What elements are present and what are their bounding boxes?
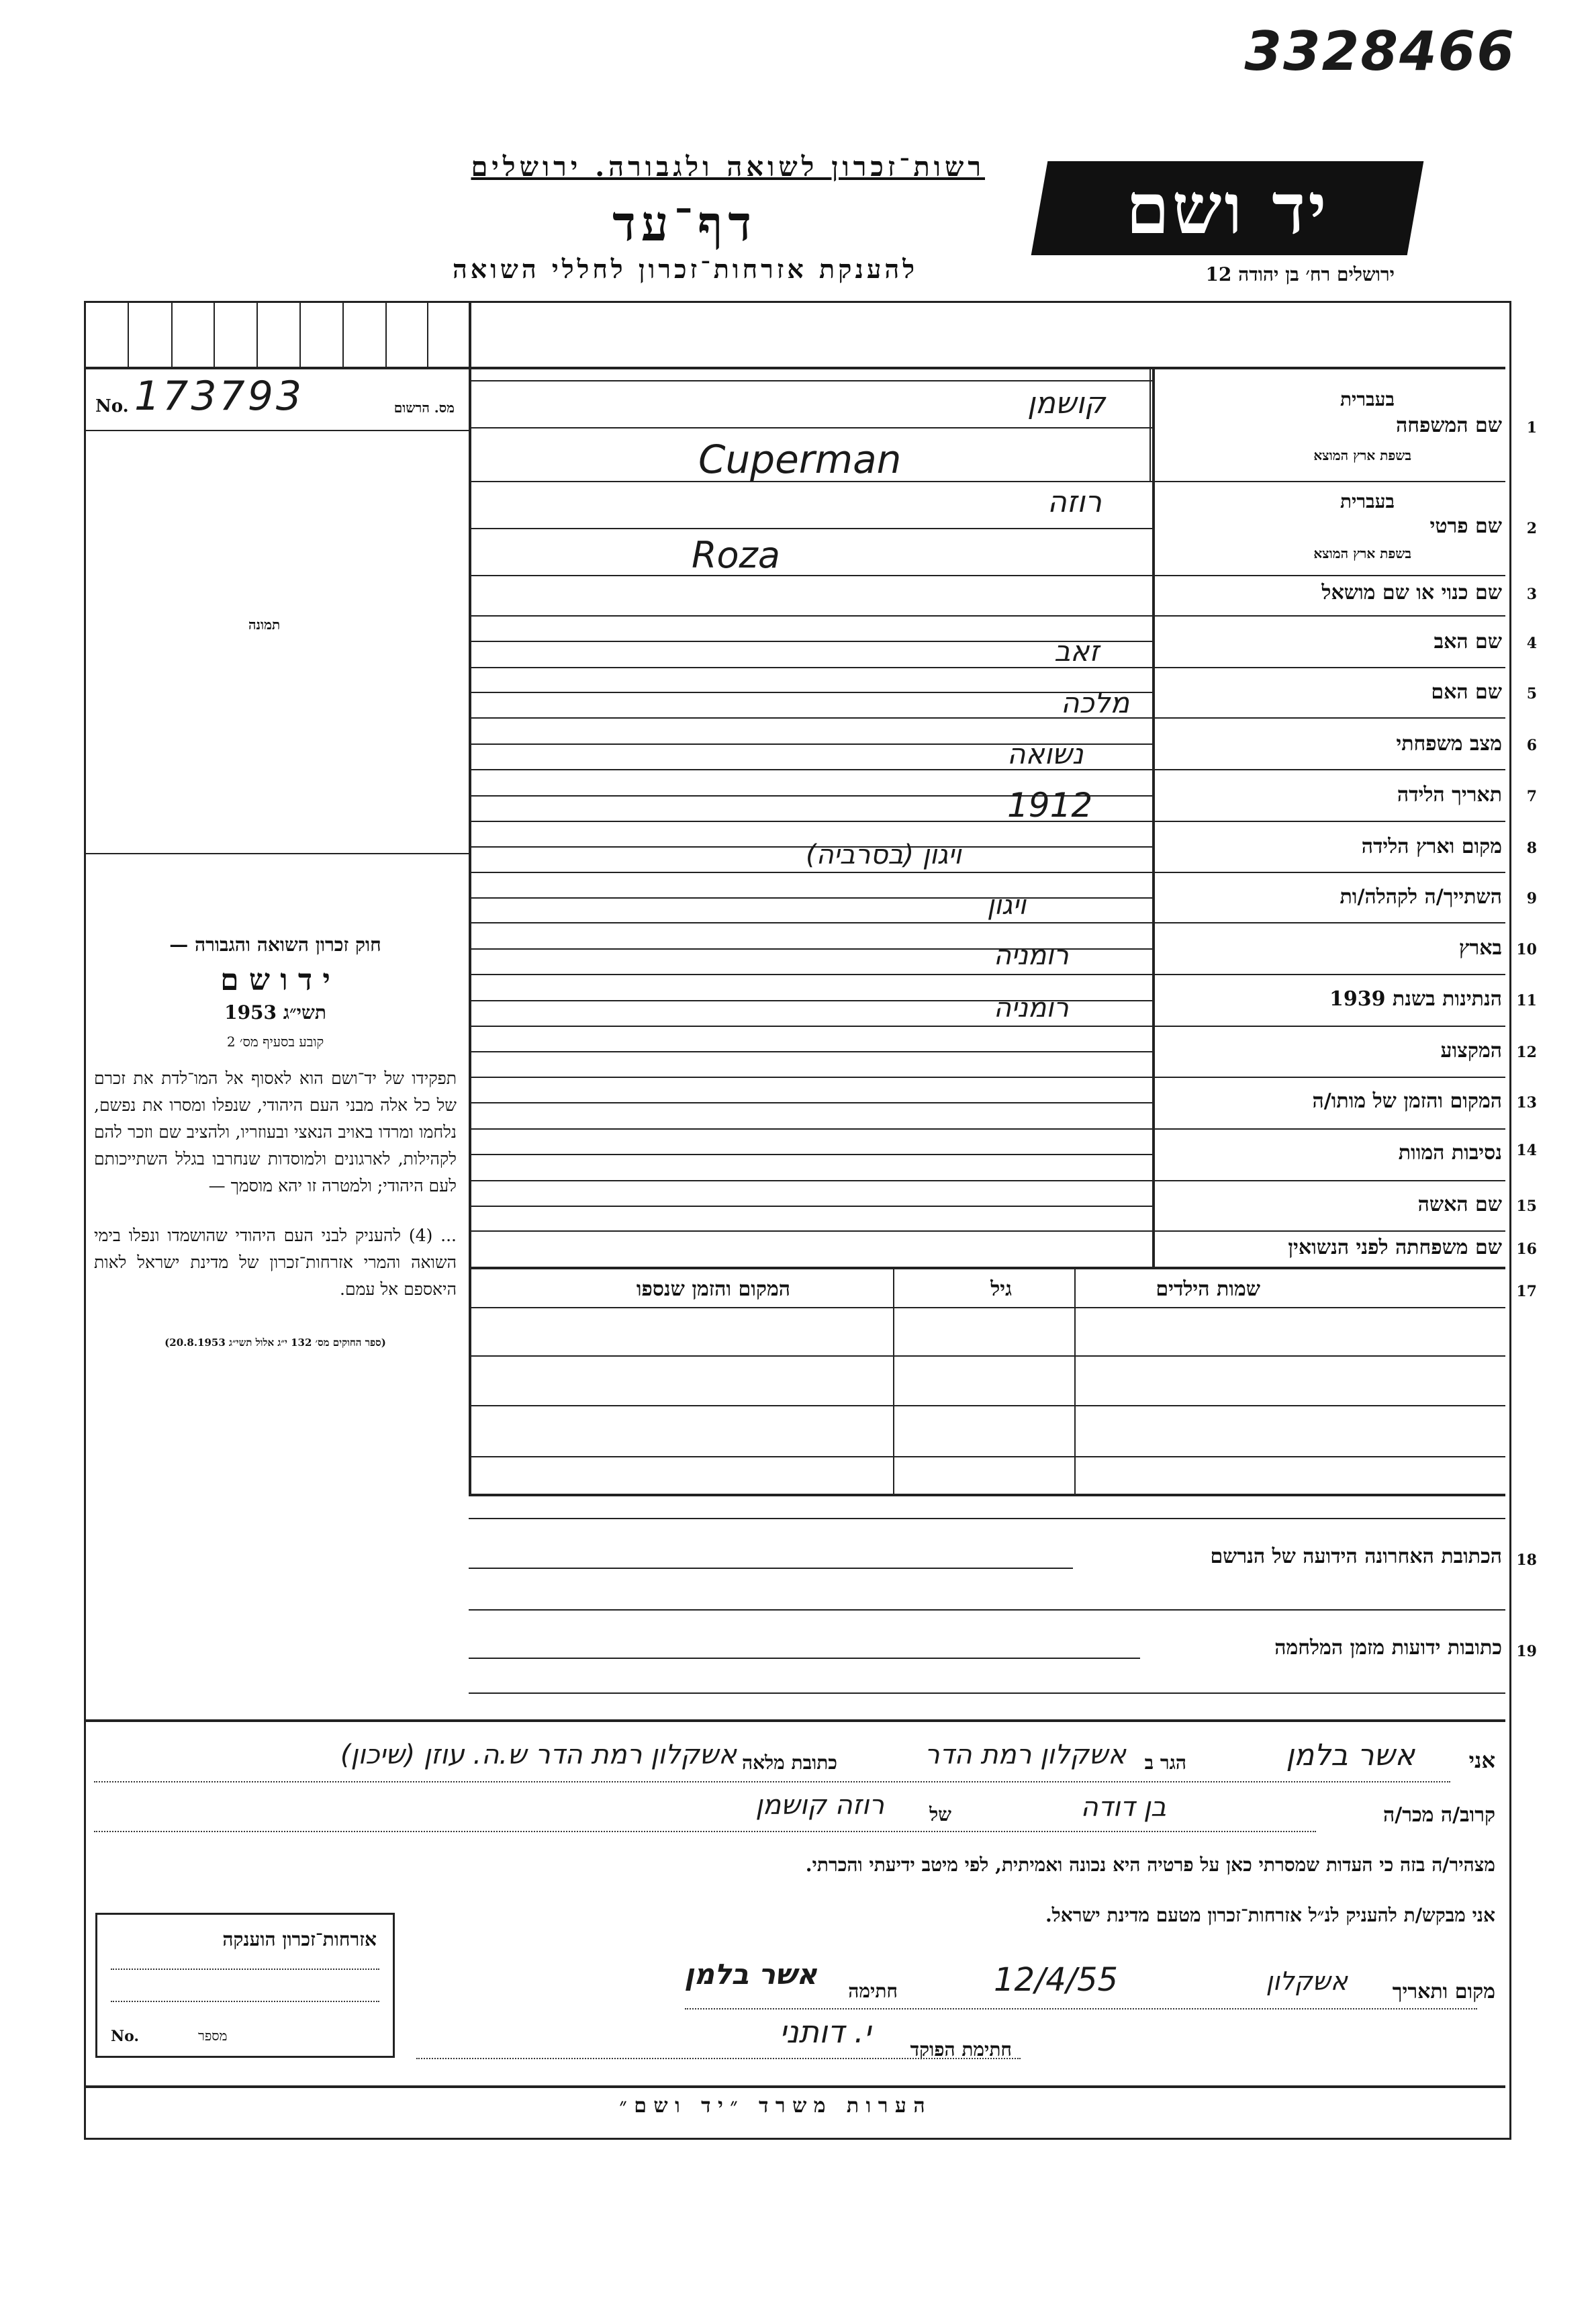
field-10-value: רומניה <box>994 940 1069 971</box>
field-1-label: שם המשפחה <box>1395 414 1502 437</box>
law-text <box>94 934 457 1349</box>
header-address: ירושלים רח׳ בן יהודה 12 <box>1205 263 1395 285</box>
field-9-value: ויגון <box>987 890 1027 921</box>
field-1-num: 1 <box>1526 419 1537 437</box>
field-9-num: 9 <box>1526 890 1537 907</box>
decl-resides-label: הגר ב <box>1144 1752 1186 1774</box>
decl-signature-label: חתימה <box>848 1980 898 2002</box>
header-subtitle: להענקת אזרחות־זכרון לחללי השואה <box>452 254 918 284</box>
decl-full-address-value: אשקלון רמת הדר ש.ה. עוזן (שיכון) <box>340 1739 737 1770</box>
children-col-names: שמות הילדים <box>1156 1277 1260 1301</box>
law-title: חוק זכרון השואה והגבורה — <box>169 934 381 956</box>
certificate-number-label: מספר <box>198 2028 228 2044</box>
field-10-num: 10 <box>1516 941 1537 958</box>
header-authority: רשות־זכרון לשואה ולגבורה. ירושלים <box>471 151 985 183</box>
field-7-num: 7 <box>1526 788 1537 805</box>
field-11-value: רומניה <box>994 993 1069 1024</box>
decl-i-value: אשר בלמן <box>1286 1738 1415 1772</box>
field-8-label: מקום וארץ הלידה <box>1361 835 1502 858</box>
decl-officer-label: חתימת הפוקד <box>910 2038 1012 2061</box>
field-14-num: 14 <box>1516 1142 1537 1159</box>
decl-place-date-label: מקום ותאריך <box>1392 1980 1495 2003</box>
field-4-value: זאב <box>1054 635 1099 668</box>
decl-officer-value: י. דותני <box>779 2014 871 2050</box>
field-11-num: 11 <box>1516 992 1537 1009</box>
field-16-label: שם משפחתה לפני הנשואין <box>1288 1236 1502 1259</box>
registration-number: 173793 <box>134 373 305 420</box>
field-18-num: 18 <box>1516 1551 1537 1569</box>
field-1-value-origin: Cuperman <box>698 437 902 482</box>
field-2-label: שם פרטי <box>1429 514 1502 538</box>
law-name: י ד ו ש ם <box>220 963 330 997</box>
field-10-label: בארץ <box>1458 936 1502 960</box>
field-6-label: מצב משפחתי <box>1396 732 1502 756</box>
field-18-label: הכתובת האחרונה הידועה של הנרשם <box>1210 1545 1502 1568</box>
field-2-value-origin: Roza <box>692 534 780 576</box>
field-2-value-he: רוזה <box>1047 485 1102 519</box>
footer-notes: ה ע ר ו ת מ ש ר ד ״ י ד ו ש ם ״ <box>619 2094 925 2118</box>
field-9-label: השתייך/ה לקהלה/ות <box>1340 885 1502 909</box>
field-4-label: שם האב <box>1434 630 1502 653</box>
registration-no-label: No. <box>95 396 129 416</box>
field-16-num: 16 <box>1516 1240 1537 1258</box>
field-13-label: המקום והזמן של מותו/ה <box>1312 1089 1502 1113</box>
field-2-lang-origin: בשפת ארץ המוצא <box>1313 545 1411 561</box>
children-col-age: גיל <box>990 1277 1012 1301</box>
field-1-lang-he: בעברית <box>1340 388 1395 410</box>
field-1-value-he: קושמן <box>1027 386 1106 420</box>
field-2-num: 2 <box>1526 520 1537 537</box>
field-7-label: תאריך הלידה <box>1397 783 1502 807</box>
field-19-num: 19 <box>1516 1643 1537 1660</box>
law-year: תשי״ג 1953 <box>224 1001 326 1024</box>
field-5-label: שם האם <box>1431 680 1502 704</box>
law-section: קובע בסעיף מס׳ 2 <box>226 1034 324 1050</box>
logo-text: יד ושם <box>1125 167 1329 250</box>
field-14-label: נסיבות המוות <box>1398 1141 1502 1165</box>
field-7-value: 1912 <box>1007 786 1093 825</box>
decl-of-value: רוזה קושמן <box>755 1790 884 1821</box>
field-15-num: 15 <box>1516 1197 1537 1215</box>
decl-date-value: 12/4/55 <box>994 1961 1119 1999</box>
field-3-label: שם כנוי או שם מושאל <box>1321 581 1502 604</box>
law-para1: תפקידו של יד־ושם הוא לאסוף אל המו־לדת את זכרם של כל אלה מבני העם היהודי, שנפלו ומסרו את נפשם, נלחמו ומרדו באויב הנאצי ובעוזריו, ולהציב שם וזכר להם לקהילות, לארגונים ולמוסדות שנחרבו בגלל השתייכותם לעם היהודי; ולמטרה זו יהא מוסמך — <box>94 1069 457 1195</box>
decl-resides-value: אשקלון רמת הדר <box>925 1739 1126 1770</box>
decl-signature-value: אשר בלמן <box>684 1958 817 1991</box>
field-5-value: מלכה <box>1061 686 1130 719</box>
field-13-num: 13 <box>1516 1094 1537 1112</box>
decl-i-label: אני <box>1468 1748 1495 1773</box>
field-12-label: המקצוע <box>1440 1039 1502 1063</box>
children-col-place: המקום והזמן שנספו <box>636 1277 790 1301</box>
field-15-label: שם האשה <box>1417 1193 1502 1216</box>
registration-label: מס. הרשום <box>393 400 455 416</box>
yad-vashem-logo <box>1031 161 1424 255</box>
field-6-num: 6 <box>1526 737 1537 754</box>
field-19-label: כתובות ידועות מזמן המלחמה <box>1274 1636 1502 1660</box>
decl-place-value: אשקלון <box>1266 1967 1348 1996</box>
certificate-box <box>95 1913 395 2058</box>
field-8-value: ויגון (בסרביה) <box>806 840 961 870</box>
law-footnote: (ספר החוקים מס׳ 132 י״ג אלול תשי״ג 20.8.1953) <box>165 1337 386 1349</box>
field-11-label: הנתינות בשנת 1939 <box>1329 987 1502 1011</box>
archive-number: 3328466 <box>1244 20 1515 83</box>
field-12-num: 12 <box>1516 1044 1537 1061</box>
decl-full-address-label: כתובת מלאה <box>741 1752 837 1774</box>
law-para2: ... (4) להעניק לבני העם היהודי שהושמדו ונפלו בימי השואה והמרי אזרחות־זכרון של מדינת ישראל לאות היאספם אל עמם. <box>94 1226 457 1299</box>
decl-relative-value: בן דודה <box>1080 1792 1166 1823</box>
certificate-title: אזרחות־זכרון הוענקה <box>222 1928 377 1950</box>
decl-statement-2: אני מבקש/ת להעניק לנ״ל אזרחות־זכרון מטעם מדינת ישראל. <box>1045 1904 1495 1926</box>
field-2-lang-he: בעברית <box>1340 490 1395 512</box>
field-3-num: 3 <box>1526 586 1537 603</box>
page-title: דף־עד <box>612 195 757 252</box>
field-5-num: 5 <box>1526 685 1537 703</box>
decl-statement-1: מצהיר/ה בזה כי העדות שמסרתי כאן על פרטיה היא נכונה ואמיתית, לפי מיטב ידיעתי והכרתי. <box>805 1854 1495 1876</box>
photo-label: תמונה <box>248 617 281 633</box>
decl-relative-label: קרוב/ה מכר/ה <box>1383 1803 1495 1827</box>
field-8-num: 8 <box>1526 840 1537 857</box>
decl-of-label: של <box>929 1803 951 1825</box>
certificate-no-label: No. <box>111 2028 140 2045</box>
field-1-lang-origin: בשפת ארץ המוצא <box>1313 447 1411 463</box>
field-6-value: נשואה <box>1007 737 1084 770</box>
field-17-num: 17 <box>1516 1283 1537 1300</box>
field-4-num: 4 <box>1526 635 1537 652</box>
